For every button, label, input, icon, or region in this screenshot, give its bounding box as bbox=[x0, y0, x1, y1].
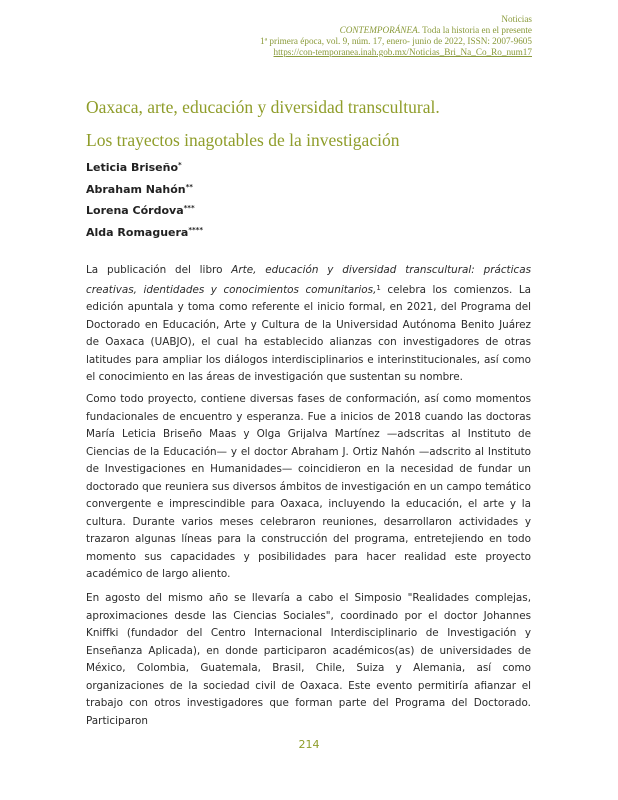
paragraph-3-text: En agosto del mismo año se llevaría a cabo el Simposio "Realidades complejas, aproximaciones desde las Ciencias Sociales", coordinado por el doctor Johannes Kniffki (fundador del Centro Internacional Interdisciplinario de Investigación y Enseñanza Aplicada), en donde participaron académicos(as) de universidades de México, Colombia, Guatemala, Brasil, Chile, Suiza y Alemania, así como organizaciones de la sociedad civil de Oaxaca. Este evento permitiría afianzar el trabajo con otros investigadores que forman parte del Programa del Doctorado. Participaron bbox=[86, 592, 531, 727]
paragraph-1-intro: La publicación del libro bbox=[86, 264, 232, 276]
journal-tagline: . Toda la historia en el presente bbox=[417, 25, 532, 35]
author-name: Leticia Briseño bbox=[86, 161, 179, 174]
header-section: Noticias bbox=[501, 14, 532, 24]
header-journal-line bbox=[260, 25, 532, 36]
author-list bbox=[86, 156, 203, 242]
body-paragraph-1 bbox=[86, 262, 531, 387]
article-title-line-2: Los trayectos inagotables de la investigación bbox=[86, 130, 400, 150]
author-footnote-mark[interactable]: *** bbox=[183, 204, 195, 213]
body-paragraph-2 bbox=[86, 391, 531, 584]
author-name: Lorena Córdova bbox=[86, 204, 184, 218]
paragraph-1-rest: celebra los comienzos. La edición apuntala y toma como referente el inicio formal, en 2021, del Programa del Doctorado en Educación, Arte y Cultura de la Universidad Autónoma Benito Juárez de Oaxaca (UABJO), el cual ha establecido alianzas con investigadores de otras latitudes para ampliar los diálogos interdisciplinarios e interinstitucionales, así como el conocimiento en las áreas de investigación que sustentan su nombre. bbox=[86, 283, 531, 383]
author-footnote-mark[interactable]: ** bbox=[185, 182, 193, 191]
author-item bbox=[86, 178, 203, 200]
author-name: Alda Romaguera bbox=[86, 225, 189, 239]
article-title-line-1: Oaxaca, arte, educación y diversidad transcultural. bbox=[86, 97, 440, 117]
author-footnote-mark[interactable]: **** bbox=[188, 225, 203, 234]
page-number: 214 bbox=[298, 738, 320, 751]
book-title: Arte, educación y diversidad transcultural: prácticas creativas, identidades y conocimientos comunitarios, bbox=[86, 264, 532, 296]
running-header bbox=[260, 14, 532, 58]
footnote-reference[interactable]: 1 bbox=[376, 283, 381, 292]
paragraph-2-text: Como todo proyecto, contiene diversas fases de conformación, así como momentos fundacionales de encuentro y esperanza. Fue a inicios de 2018 cuando las doctoras María Leticia Briseño Maas y Olga Grijalva Martínez —adscritas al Instituto de Ciencias de la Educación— y el doctor Abraham J. Ortiz Nahón —adscrito al Instituto de Investigaciones en Humanidades— coincidieron en la necesidad de fundar un doctorado que reuniera sus diversos ámbitos de investigación en un campo temático convergente e imprescindible para Oaxaca, incluyendo la educación, el arte y la cultura. Durante varios meses celebraron reuniones, desarrollaron actividades y trazaron algunas líneas para la construcción del programa, entretejiendo en todo momento sus capacidades y posibilidades para hacer realidad este proyecto académico de largo aliento. bbox=[86, 393, 531, 580]
body-paragraph-3 bbox=[86, 590, 531, 730]
author-item bbox=[86, 156, 203, 178]
header-url-wrap bbox=[260, 47, 532, 58]
header-url-link[interactable]: https://con-temporanea.inah.gob.mx/Noticias_Bri_Na_Co_Ro_num17 bbox=[273, 47, 532, 57]
author-name: Abraham Nahón bbox=[86, 182, 186, 196]
author-item bbox=[86, 199, 203, 221]
author-footnote-mark[interactable]: * bbox=[178, 161, 182, 169]
header-issue: 1ª primera época, vol. 9, núm. 17, enero- junio de 2022, ISSN: 2007-9605 bbox=[260, 36, 532, 46]
journal-name: CONTEMPORÁNEA bbox=[339, 25, 418, 35]
author-item bbox=[86, 221, 203, 243]
